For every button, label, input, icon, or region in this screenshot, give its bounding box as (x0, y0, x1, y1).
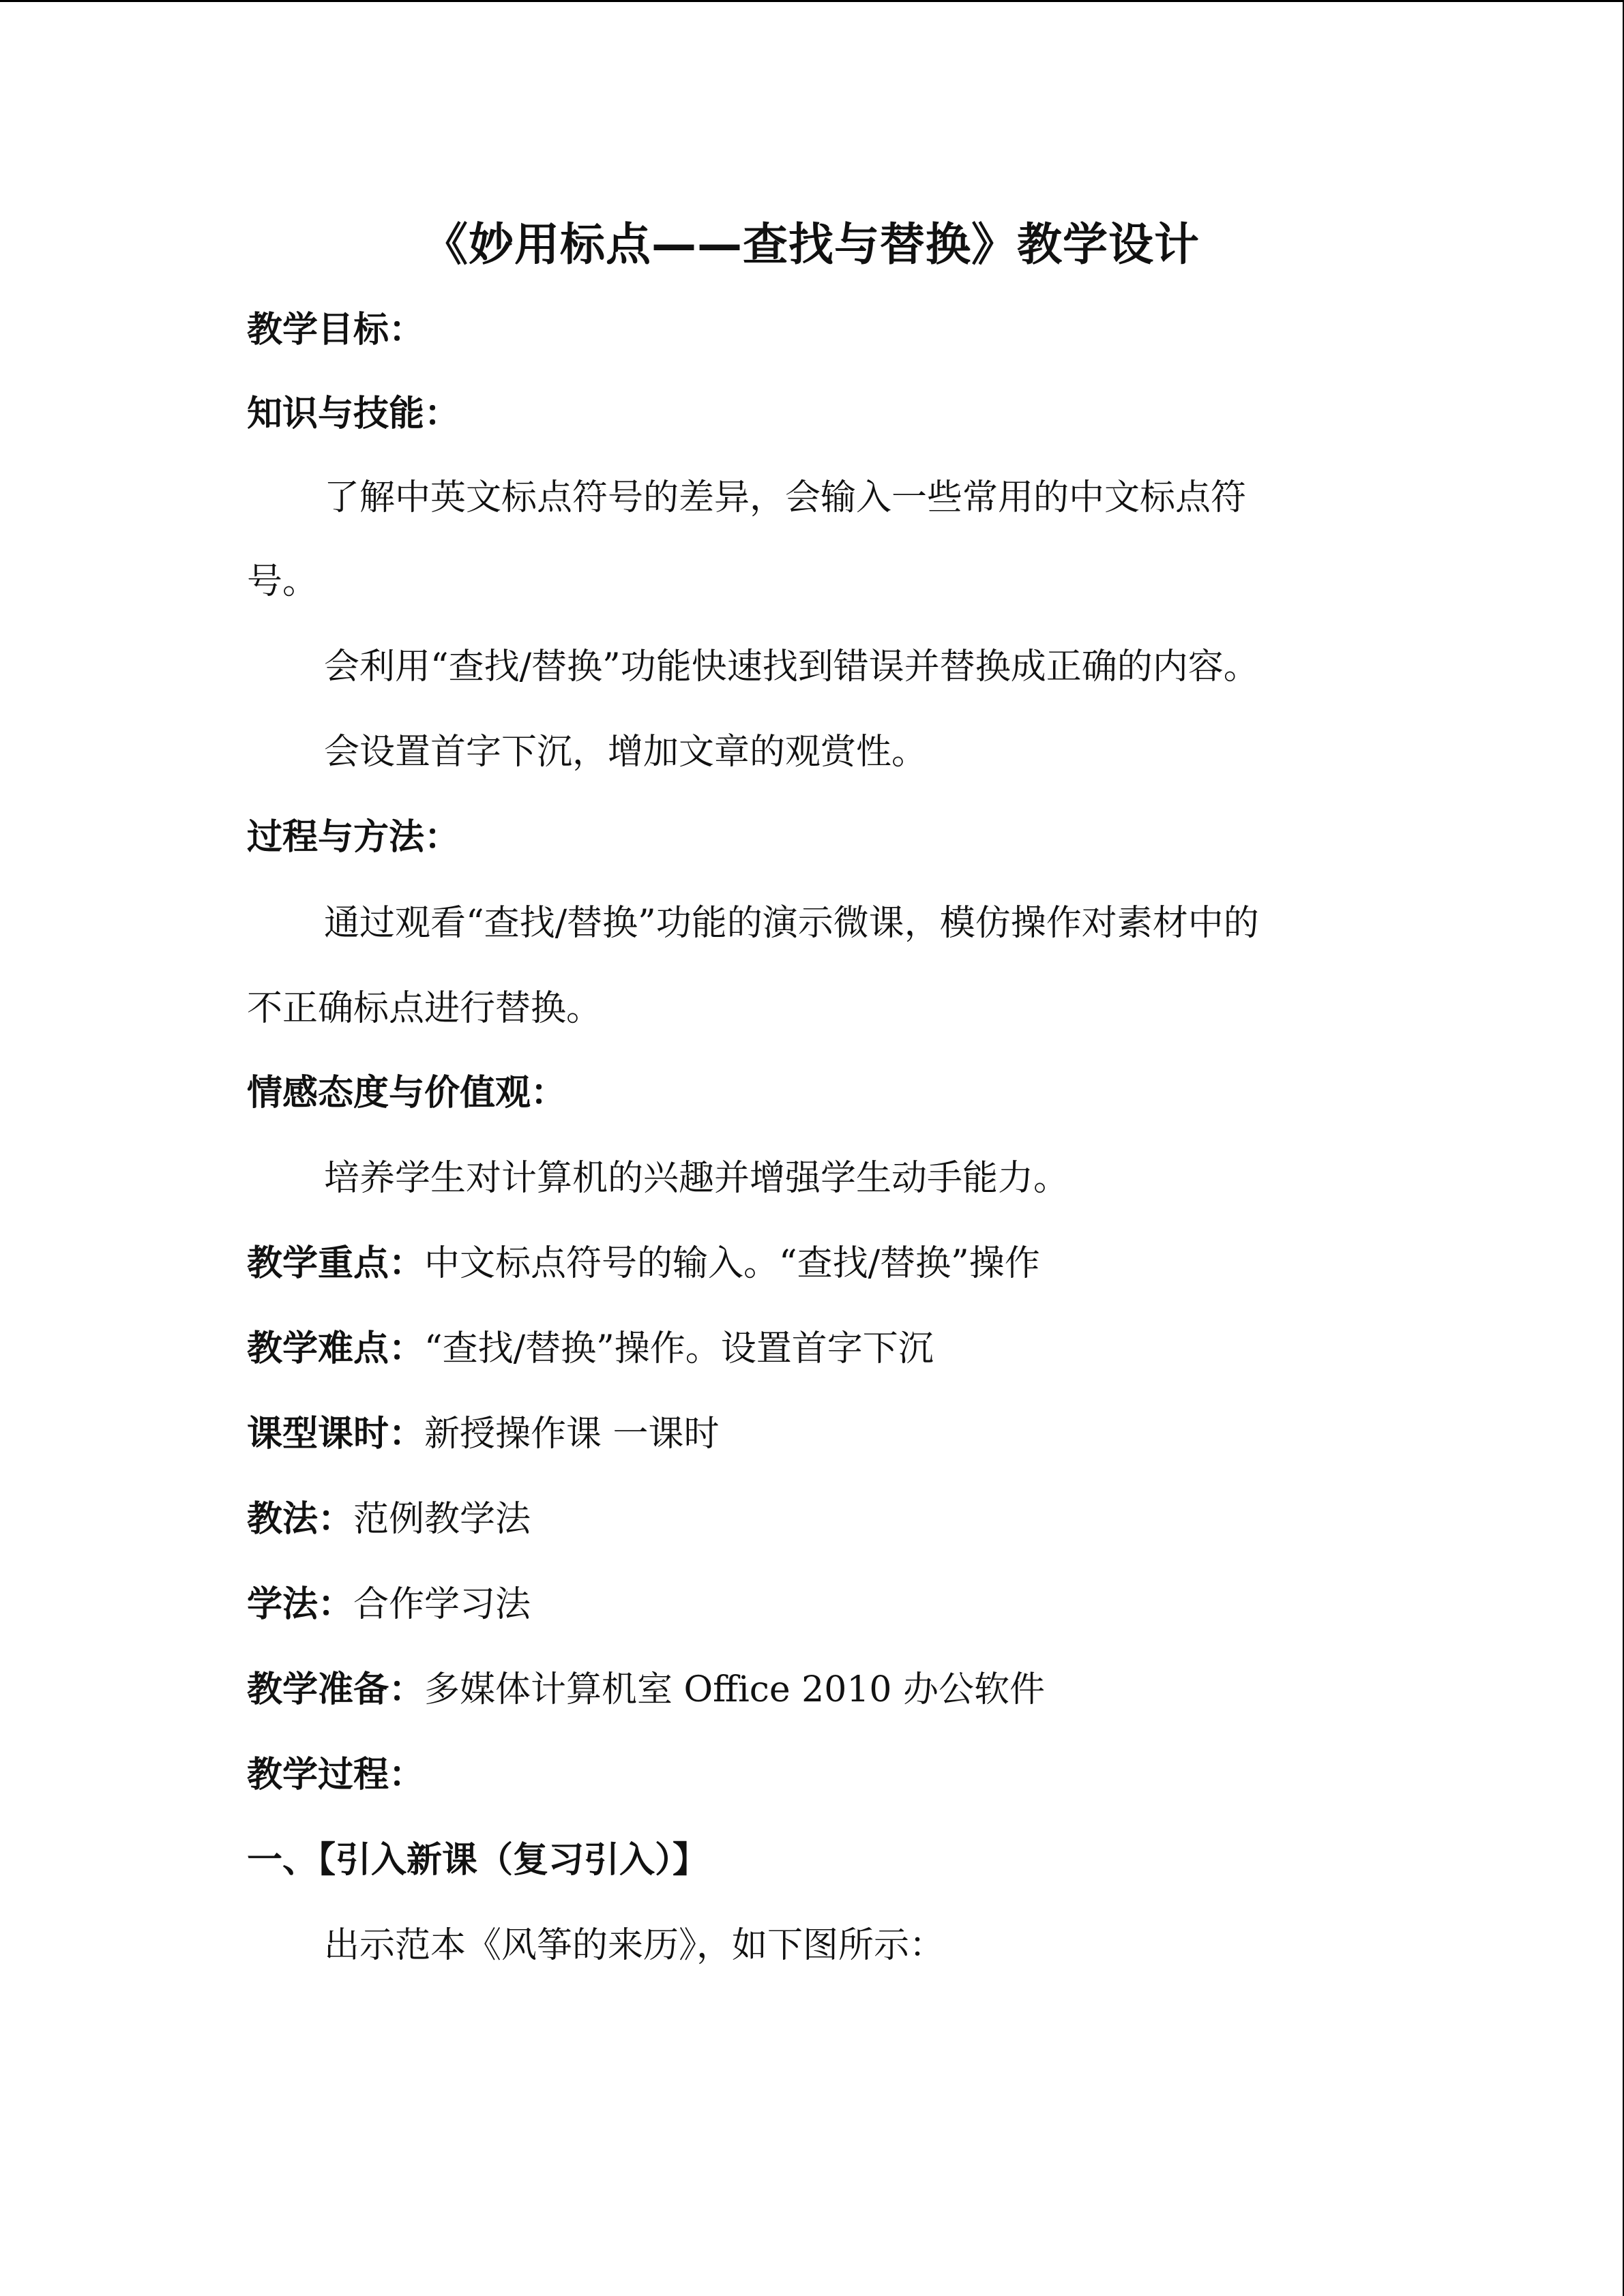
key-point-row (247, 1240, 1040, 1287)
knowledge-line-2: 号。 (247, 561, 319, 602)
teaching-method-label: 教法： (247, 1499, 354, 1540)
preparation-label: 教学准备： (247, 1669, 425, 1710)
knowledge-line-3: 会利用“查找/替换”功能快速找到错误并替换成正确的内容。 (324, 646, 1259, 687)
knowledge-line-4: 会设置首字下沉，增加文章的观赏性。 (324, 732, 928, 773)
key-point-label: 教学重点： (247, 1243, 425, 1284)
lesson-type-value: 新授操作课 一课时 (424, 1414, 720, 1455)
knowledge-line-1: 了解中英文标点符号的差异，会输入一些常用的中文标点符 (324, 477, 1247, 518)
learning-method-value: 合作学习法 (353, 1584, 531, 1625)
objectives-heading: 教学目标： (247, 310, 425, 351)
process-line-2: 不正确标点进行替换。 (247, 988, 602, 1029)
section-one-line: 出示范本《风筝的来历》，如下图所示： (324, 1925, 945, 1966)
procedure-heading: 教学过程： (247, 1755, 425, 1795)
preparation-row (247, 1666, 1045, 1714)
process-line-1: 通过观看“查找/替换”功能的演示微课，模仿操作对素材中的 (324, 903, 1259, 944)
preparation-value: 多媒体计算机室 Office 2010 办公软件 (424, 1669, 1046, 1710)
key-point-value: 中文标点符号的输入。“查找/替换”操作 (424, 1243, 1040, 1284)
difficulty-value: “查找/替换”操作。设置首字下沉 (424, 1328, 934, 1369)
emotion-heading: 情感态度与价值观： (247, 1073, 567, 1114)
document-title: 《妙用标点——查找与替换》教学设计 (423, 218, 1200, 271)
learning-method-label: 学法： (247, 1584, 354, 1625)
emotion-line: 培养学生对计算机的兴趣并增强学生动手能力。 (324, 1158, 1069, 1199)
teaching-method-row (247, 1495, 531, 1543)
lesson-type-label: 课型课时： (247, 1414, 425, 1455)
lesson-type-row (247, 1410, 720, 1458)
section-one-heading: 一、【引入新课（复习引入）】 (247, 1840, 709, 1881)
difficulty-label: 教学难点： (247, 1328, 425, 1369)
teaching-method-value: 范例教学法 (353, 1499, 531, 1540)
knowledge-heading: 知识与技能： (247, 393, 460, 434)
process-heading: 过程与方法： (247, 817, 460, 858)
learning-method-row (247, 1581, 531, 1628)
difficulty-row (247, 1325, 934, 1373)
